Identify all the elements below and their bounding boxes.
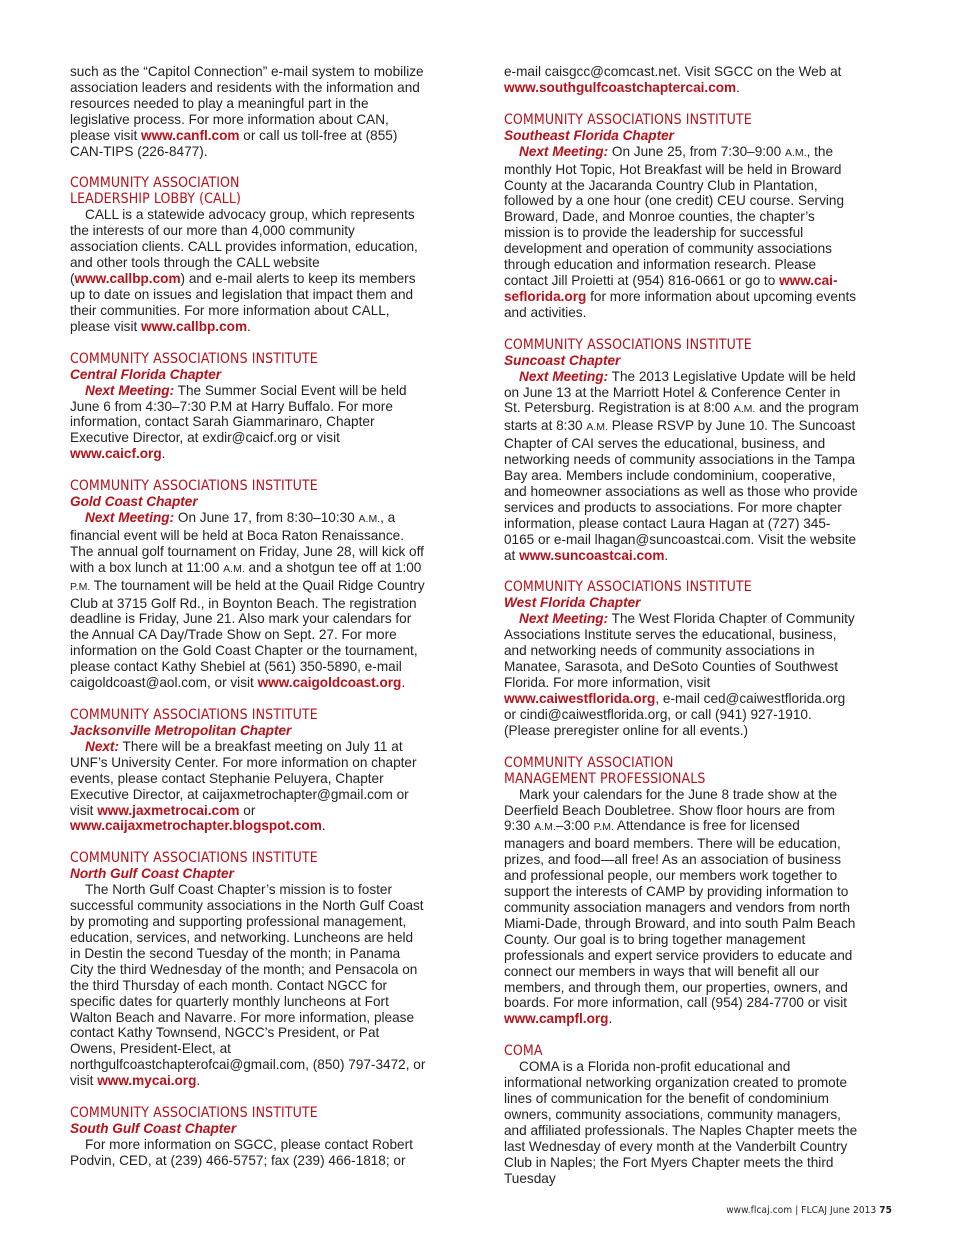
north-gulf-heading: COMMUNITY ASSOCIATIONS INSTITUTE [70,850,318,867]
canfl-link[interactable]: www.canfl.com [141,127,240,143]
coma-heading: COMA [504,1043,543,1060]
gold-coast-chapter: Gold Coast Chapter [70,494,198,510]
camp-paragraph: Mark your calendars for the June 8 trade show at the Deerfield Beach Doubletree. Show floor hours are from 9:30 A.M.–3:00 P.M. Attendance is free for licensed managers and board members. There will be education, prizes, and food—all free! As an association of business and professional people, our members work together to support the interests of CAMP by providing information to community association managers and vendors from north Miami-Dade, through Broward, and into south Palm Beach County. Our goal is to bring together management professionals and expert service providers to educate and connect our members in ways that will benefit all our members, and through them, our properties, owners, and boards. For more information, call (954) 284-7700 or visit www.campfl.org. [504,786,856,1027]
north-gulf-chapter: North Gulf Coast Chapter [70,866,234,882]
article-body [70,64,860,1186]
south-gulf-chapter: South Gulf Coast Chapter [70,1121,237,1137]
west-florida-heading: COMMUNITY ASSOCIATIONS INSTITUTE [504,579,752,596]
left-column [70,64,426,1186]
gold-coast-paragraph: Next Meeting: On June 17, from 8:30–10:30 A.M., a financial event will be held at Boca Raton Renaissance. The annual golf tournament on Friday, June 28, will kick off with a box lunch at 11:00 A.M. and a shotgun tee off at 1:00 P.M. The tournament will be held at the Quail Ridge Country Club at 3715 Golf Rd., in Boynton Beach. The registration deadline is Friday, June 21. Also mark your calendars for the Annual CA Day/Trade Show on Sept. 27. For more information on the Gold Coast Chapter or the tournament, please contact Kathy Shebiel at (561) 350-5890, e-mail caigoldcoast@aol.com, or visit www.caigoldcoast.org. [70,510,425,691]
jaxmetrocai-link[interactable]: www.jaxmetrocai.com [97,802,240,818]
jacksonville-chapter: Jacksonville Metropolitan Chapter [70,723,292,738]
footer-site: www.flcaj.com [726,1205,793,1216]
southeast-paragraph: Next Meeting: On June 25, from 7:30–9:00 A.M., the monthly Hot Topic, Hot Breakfast will be held in Broward County at the Jacaranda Country Club in Plantation, followed by a one hour (one credit) CEU course. Serving Broward, Dade, and Monroe counties, the chapter’s mission is to provide the leadership for successful development and operation of community associations through education and information research. Please contact Jill Proietti at (954) 816-0661 or go to www.cai-seflorida.org for more information about upcoming events and activities. [504,143,857,320]
campfl-link[interactable]: www.campfl.org [504,1011,609,1027]
can-intro-paragraph: such as the “Capitol Connection” e-mail system to mobilize association leaders and residents with the information and resources needed to play a meaningful part in the legislative process. For more information about CAN, please visit www.canfl.com or call us toll-free at (855) CAN-TIPS (226-8477). [70,64,424,159]
camp-heading: COMMUNITY ASSOCIATION MANAGEMENT PROFESSIONALS [504,754,706,787]
call-paragraph: CALL is a statewide advocacy group, which represents the interests of our more than 4,000 community association clients. CALL provides information, education, and other tools through the CALL website (www.callbp.com) and e-mail alerts to keep its members up to date on issues and legislation that impact them and their communities. For more information about CALL, please visit www.callbp.com. [70,207,418,334]
mycai-link[interactable]: www.mycai.org [97,1073,197,1089]
callbp-link[interactable]: www.callbp.com [74,271,181,287]
central-florida-chapter: Central Florida Chapter [70,366,222,382]
page-number: 75 [879,1205,892,1216]
north-gulf-paragraph: The North Gulf Coast Chapter’s mission is to foster successful community associations in the North Gulf Coast by promoting and supporting professional management, education, services, and networking. Luncheons are held in Destin the second Tuesday of the month; in Panama City the third Wednesday of the month; and Pensacola on the third Thursday of each month. Contact NGCC for specific dates for quarterly monthly luncheons at Fort Walton Beach and Navarre. For more information, please contact Kathy Townsend, NGCC’s President, or Pat Owens, President-Elect, at northgulfcoastchapterofcai@gmail.com, (850) 797-3472, or visit www.mycai.org. [70,882,426,1089]
callbp-link-2[interactable]: www.callbp.com [141,318,248,334]
suncoast-chapter: Suncoast Chapter [504,352,621,368]
suncoastcai-link[interactable]: www.suncoastcai.com [519,547,665,563]
footer-issue: June 2013 [830,1205,877,1216]
southgulfcoast-link[interactable]: www.southgulfcoastchaptercai.com [504,79,737,95]
caiwestflorida-link[interactable]: www.caiwestflorida.org [504,690,656,706]
south-gulf-heading: COMMUNITY ASSOCIATIONS INSTITUTE [70,1105,318,1122]
jacksonville-heading: COMMUNITY ASSOCIATIONS INSTITUTE [70,707,318,723]
footer-separator: | [795,1205,799,1216]
central-florida-heading: COMMUNITY ASSOCIATIONS INSTITUTE [70,350,318,367]
footer-magazine: FLCAJ [801,1205,828,1216]
cai-seflorida-link[interactable]: www.cai-seflorida.org [504,272,838,304]
suncoast-heading: COMMUNITY ASSOCIATIONS INSTITUTE [504,336,752,353]
west-florida-paragraph: Next Meeting: The West Florida Chapter of Community Associations Institute serves the educational, business, and networking needs of community associations in Manatee, Sarasota, and DeSoto Counties of Southwest Florida. For more information, visit www.caiwestflorida.org, e-mail ced@caiwestflorida.org or cindi@caiwestflorida.org, or call (941) 927-1910. (Please preregister online for all events.) [504,611,855,738]
caijaxmetrochapter-link[interactable]: www.caijaxmetrochapter.blogspot.com [70,818,322,834]
caigoldcoast-link[interactable]: www.caigoldcoast.org [257,675,402,691]
page-footer [726,1205,892,1216]
southeast-chapter: Southeast Florida Chapter [504,127,674,143]
west-florida-chapter: West Florida Chapter [504,595,641,611]
caicf-link[interactable]: www.caicf.org [70,446,162,462]
southeast-heading: COMMUNITY ASSOCIATIONS INSTITUTE [504,111,752,128]
central-florida-paragraph: Next Meeting: The Summer Social Event will be held June 6 from 4:30–7:30 P.M at Harry Buffalo. For more information, contact Sarah Giammarinaro, Chapter Executive Director, at exdir@caicf.org or visit www.caicf.org. [70,382,407,462]
south-gulf-continued-paragraph: e-mail caisgcc@comcast.net. Visit SGCC on the Web at www.southgulfcoastchaptercai.com. [504,64,842,95]
coma-paragraph: COMA is a Florida non-profit educational and informational networking organization created to promote lines of communication for the benefit of condominium owners, community associations, community managers, and affiliated professionals. The Naples Chapter meets the last Wednesday of every month at the Vanderbilt Country Club in Naples; the Fort Myers Chapter meets the third Tuesday [504,1059,858,1186]
suncoast-paragraph: Next Meeting: The 2013 Legislative Update will be held on June 13 at the Marriott Hotel & Conference Center in St. Petersburg. Registration is at 8:00 A.M. and the program starts at 8:30 A.M. Please RSVP by June 10. The Suncoast Chapter of CAI serves the educational, business, and networking needs of community associations in the Tampa Bay area. Members include condominium, cooperative, and homeowner associations as well as those who provide services and products to associations. For more chapter information, please contact Laura Hagan at (727) 345-0165 or e-mail lhagan@suncoastcai.com. Visit the website at www.suncoastcai.com. [504,368,859,563]
call-heading: COMMUNITY ASSOCIATION LEADERSHIP LOBBY (CALL) [70,175,241,208]
jacksonville-paragraph: Next: There will be a breakfast meeting on July 11 at UNF’s University Center. For more information on chapter events, please contact Stephanie Peluyera, Chapter Executive Director, at caijaxmetrochapter@gmail.com or visit www.jaxmetrocai.com or www.caijaxmetrochapter.blogspot.com. [70,738,417,834]
south-gulf-paragraph: For more information on SGCC, please contact Robert Podvin, CED, at (239) 466-5757; fax (239) 466-1818; or [70,1136,413,1168]
gold-coast-heading: COMMUNITY ASSOCIATIONS INSTITUTE [70,478,318,495]
right-column [504,64,860,1186]
